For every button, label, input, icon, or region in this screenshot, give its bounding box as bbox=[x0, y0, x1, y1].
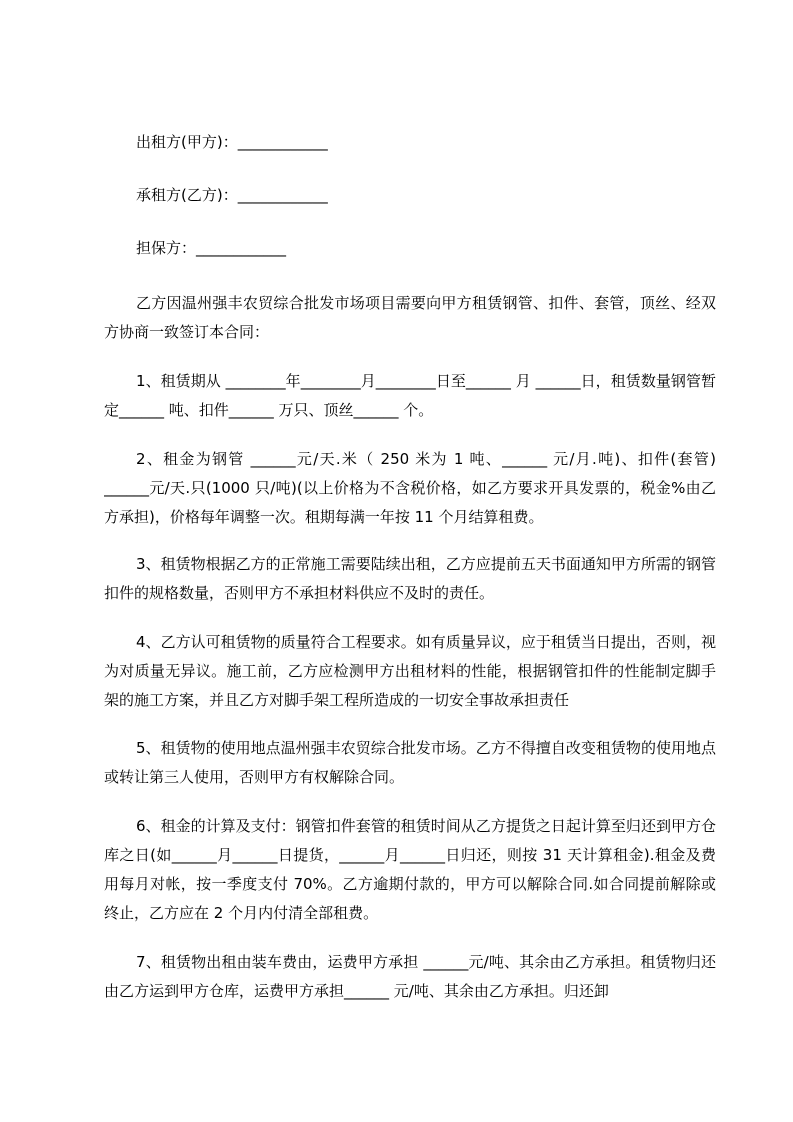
clause-1-text: 1、租赁期从 ________年________月________日至______ 月 ______日，租赁数量钢管暂定______ 吨、扣件______ 万只、顶丝______ 个。 bbox=[104, 372, 716, 419]
lessee-blank: ____________ bbox=[237, 186, 328, 204]
clause-5-text: 5、租赁物的使用地点温州强丰农贸综合批发市场。乙方不得擅自改变租赁物的使用地点或转让第三人使用，否则甲方有权解除合同。 bbox=[104, 739, 716, 786]
lessee-field bbox=[136, 184, 328, 206]
lessee-label: 承租方(乙方)： bbox=[136, 186, 238, 204]
clause-4 bbox=[104, 628, 716, 715]
clause-1 bbox=[104, 367, 716, 425]
guarantor-blank: ____________ bbox=[196, 239, 287, 257]
clause-3-text: 3、租赁物根据乙方的正常施工需要陆续出租，乙方应提前五天书面通知甲方所需的钢管扣件的规格数量，否则甲方不承担材料供应不及时的责任。 bbox=[104, 555, 716, 602]
lessor-label: 出租方(甲方)： bbox=[136, 133, 238, 151]
lessor-field bbox=[136, 131, 328, 153]
intro-paragraph bbox=[104, 289, 716, 347]
clause-6 bbox=[104, 812, 716, 928]
lessor-blank: ____________ bbox=[237, 133, 328, 151]
intro-text: 乙方因温州强丰农贸综合批发市场项目需要向甲方租赁钢管、扣件、套管，顶丝、经双方协商一致签订本合同： bbox=[104, 294, 716, 341]
clause-5 bbox=[104, 734, 716, 792]
guarantor-label: 担保方： bbox=[136, 239, 197, 257]
clause-7 bbox=[104, 948, 716, 1006]
clause-2 bbox=[104, 445, 716, 532]
clause-2-text: 2、租金为钢管 ______元/天.米（ 250 米为 1 吨、______ 元/月.吨)、扣件(套管) ______元/天.只(1000 只/吨)(以上价格为不含税价格，如乙方要求开具发票的，税金%由乙方承担)，价格每年调整一次。租期每满一年按 11 个月结算租费。 bbox=[104, 450, 716, 526]
clause-3 bbox=[104, 550, 716, 608]
clause-7-text: 7、租赁物出租由装车费由，运费甲方承担 ______元/吨、其余由乙方承担。租赁物归还由乙方运到甲方仓库，运费甲方承担______ 元/吨、其余由乙方承担。归还卸 bbox=[104, 953, 716, 1000]
clause-4-text: 4、乙方认可租赁物的质量符合工程要求。如有质量异议，应于租赁当日提出，否则，视为对质量无异议。施工前，乙方应检测甲方出租材料的性能，根据钢管扣件的性能制定脚手架的施工方案，并且乙方对脚手架工程所造成的一切安全事故承担责任 bbox=[104, 633, 716, 709]
guarantor-field bbox=[136, 237, 286, 259]
clause-6-text: 6、租金的计算及支付：钢管扣件套管的租赁时间从乙方提货之日起计算至归还到甲方仓库之日(如______月______日提货，______月______日归还，则按 31 天计算租金).租金及费用每月对帐，按一季度支付 70%。乙方逾期付款的，甲方可以解除合同.如合同提前解除或终止，乙方应在 2 个月内付清全部租费。 bbox=[104, 817, 716, 922]
